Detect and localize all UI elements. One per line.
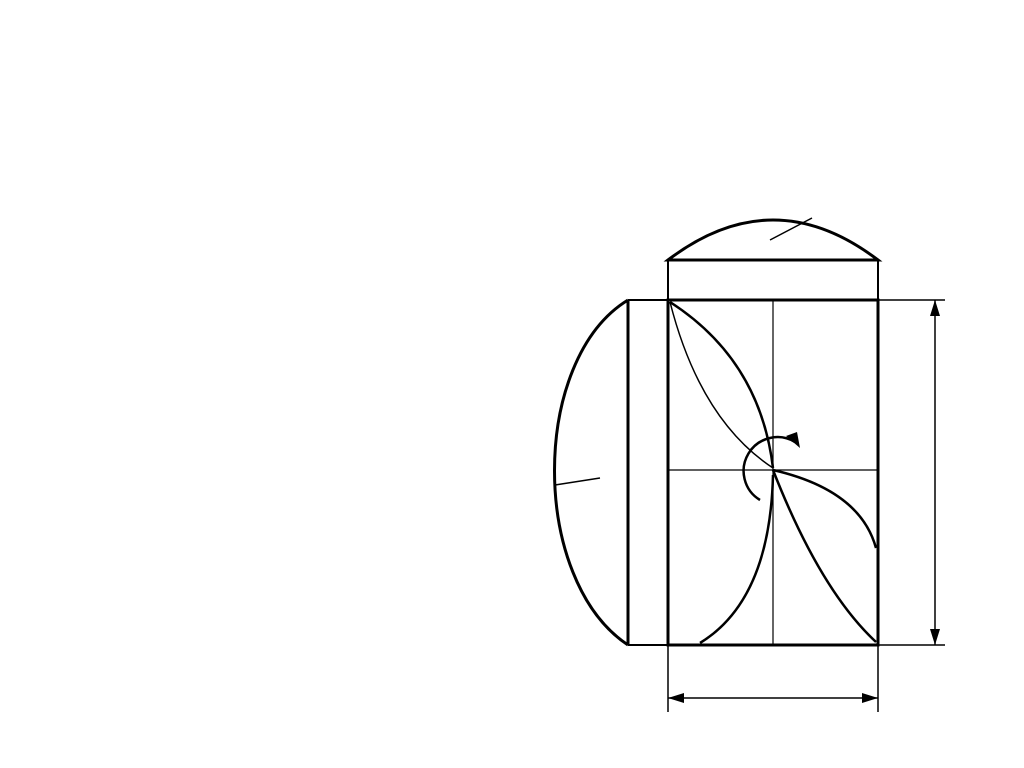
width-dimension	[668, 645, 878, 712]
top-stress-diagram	[668, 218, 878, 300]
left-stress-diagram	[555, 300, 669, 645]
height-dimension	[878, 300, 945, 645]
torsion-stress-diagram	[490, 190, 970, 720]
